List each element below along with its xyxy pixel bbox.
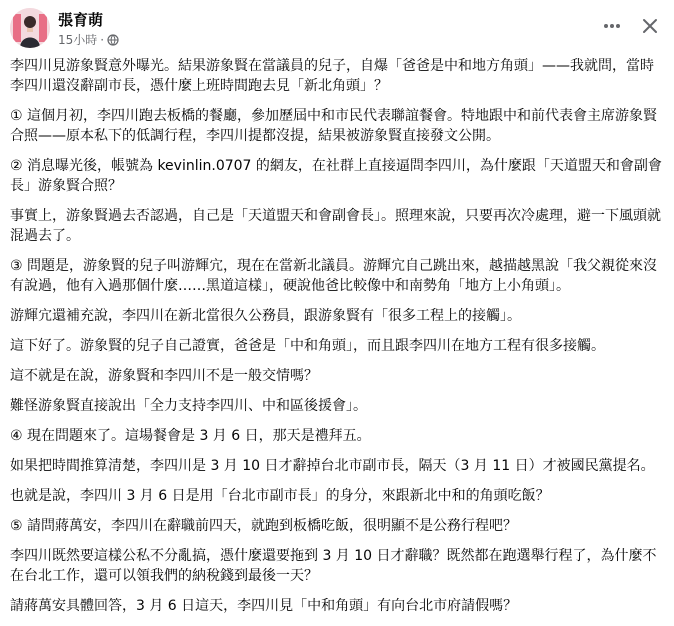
post-body <box>10 56 664 626</box>
post-paragraph: 李四川見游象賢意外曝光。結果游象賢在當議員的兒子，自爆「爸爸是中和地方角頭」——我就問，當時李四川還沒辭副市長，憑什麼上班時間跑去見「新北角頭」？ <box>10 58 654 94</box>
post-paragraph: ② 消息曝光後，帳號為 kevinlin.0707 的網友，在社群上直接逼問李四川，為什麼跟「天道盟天和會副會長」游象賢合照？ <box>10 158 662 194</box>
post-paragraph: 游輝宂還補充說，李四川在新北當很久公務員，跟游象賢有「很多工程上的接觸」。 <box>10 308 521 324</box>
post-paragraph: 難怪游象賢直接說出「全力支持李四川、中和區後援會」。 <box>10 398 367 414</box>
author-name[interactable]: 張育萌 <box>58 11 104 29</box>
author-avatar[interactable] <box>10 8 50 48</box>
close-icon <box>640 16 660 36</box>
avatar-image <box>10 8 50 48</box>
post-paragraph: 請蔣萬安具體回答，3 月 6 日這天，李四川見「中和角頭」有向台北市府請假嗎？ <box>10 598 518 614</box>
hide-post-button[interactable] <box>634 10 666 42</box>
post-meta <box>58 31 119 48</box>
globe-icon <box>107 34 119 46</box>
more-options-button[interactable] <box>596 10 628 42</box>
post-paragraph: ① 這個月初，李四川跑去板橋的餐廳，參加歷屆中和市民代表聯誼餐會。特地跟中和前代表會主席游象賢合照——原本私下的低調行程，李四川提都沒提，結果被游象賢直接發文公開。 <box>10 108 657 144</box>
post-paragraph: 事實上，游象賢過去否認過，自己是「天道盟天和會副會長」。照理來說，只要再次冷處理，避一下風頭就混過去了。 <box>10 208 661 244</box>
post-header <box>0 0 674 56</box>
post-paragraph: 李四川既然要這樣公私不分亂搞，憑什麼還要拖到 3 月 10 日才辭職？既然都在跑選舉行程了，為什麼不在台北工作，還可以領我們的納稅錢到最後一天？ <box>10 548 657 584</box>
post-paragraph: 這下好了。游象賢的兒子自己證實，爸爸是「中和角頭」，而且跟李四川在地方工程有很多接觸。 <box>10 338 605 354</box>
more-horizontal-icon <box>602 16 622 36</box>
post-paragraph: 也就是說，李四川 3 月 6 日是用「台北市副市長」的身分，來跟新北中和的角頭吃飯？ <box>10 488 550 504</box>
meta-separator: · <box>100 32 105 47</box>
post-paragraph: ③ 問題是，游象賢的兒子叫游輝宂，現在在當新北議員。游輝宂自己跳出來，越描越黑說「我父親從來沒有說過，他有入過那個什麼……黑道這樣」，硬說他爸比較像中和南勢角「地方上小角頭」。 <box>10 258 657 294</box>
post-paragraph: 如果把時間推算清楚，李四川是 3 月 10 日才辭掉台北市副市長，隔天（3 月 11 日）才被國民黨提名。 <box>10 458 655 474</box>
post-timestamp[interactable]: 15小時 <box>58 33 98 47</box>
post-paragraph: 這不就是在說，游象賢和李四川不是一般交情嗎？ <box>10 368 318 384</box>
post-paragraph: ⑤ 請問蔣萬安，李四川在辭職前四天，就跑到板橋吃飯，很明顯不是公務行程吧？ <box>10 518 517 534</box>
post-paragraph: ④ 現在問題來了。這場餐會是 3 月 6 日，那天是禮拜五。 <box>10 428 371 444</box>
